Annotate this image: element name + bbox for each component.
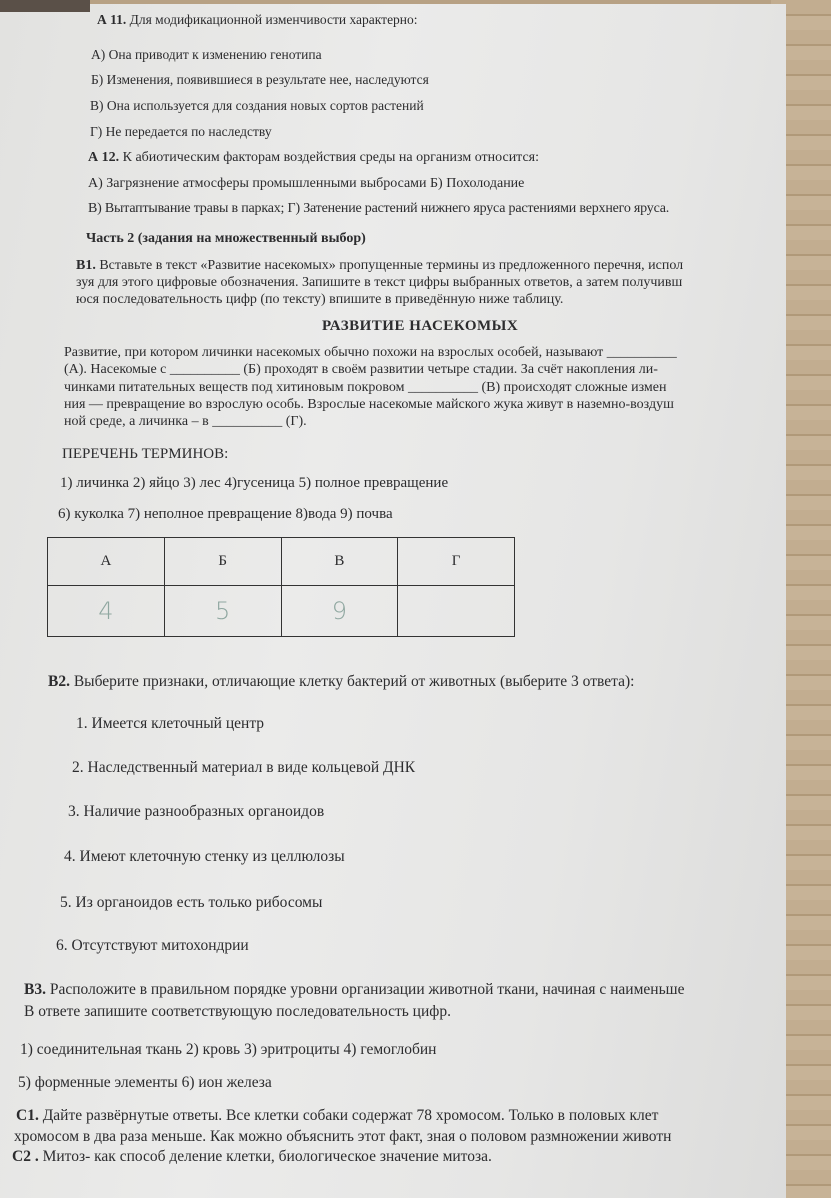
answer-cell-g[interactable] xyxy=(398,586,515,637)
table-header-v: В xyxy=(281,538,398,586)
a12-question: А 12. К абиотическим факторам воздействия среды на организм относится: xyxy=(88,150,540,165)
b2-item-4: 4. Имеют клеточную стенку из целлюлозы xyxy=(64,848,345,865)
b1-text-line5: ной среде, а личинка – в __________ (Г). xyxy=(64,414,307,429)
b1-text-line2: (А). Насекомые с __________ (Б) проходят в своём развитии четыре стадии. За счёт накопления ли- xyxy=(64,362,658,377)
b2-item-3: 3. Наличие разнообразных органоидов xyxy=(68,803,325,820)
a11-option-c: В) Она используется для создания новых сортов растений xyxy=(90,98,424,113)
c1-line1: С1. Дайте развёрнутые ответы. Все клетки собаки содержат 78 хромосом. Только в половых клет xyxy=(16,1107,659,1124)
c2-line: С2 . Митоз- как способ деление клетки, биологическое значение митоза. xyxy=(12,1148,492,1165)
b1-text-line1: Развитие, при котором личинки насекомых обычно похожи на взрослых особей, называют __________ xyxy=(64,345,677,360)
terms-line1: 1) личинка 2) яйцо 3) лес 4)гусеница 5) полное превращение xyxy=(60,475,449,491)
b2-item-1: 1. Имеется клеточный центр xyxy=(76,715,265,732)
part2-heading: Часть 2 (задания на множественный выбор) xyxy=(86,231,366,246)
b2-item-6: 6. Отсутствуют митохондрии xyxy=(56,937,249,954)
b3-question-line1: В3. Расположите в правильном порядке уровни организации животной ткани, начиная с наименьше xyxy=(24,981,685,998)
b1-text-line4: ния — превращение во взрослую особь. Взрослые насекомые майского жука живут в наземно-воздуш xyxy=(64,397,674,412)
a11-option-d: Г) Не передается по наследству xyxy=(90,124,272,139)
b2-item-2: 2. Наследственный материал в виде кольцевой ДНК xyxy=(72,759,416,776)
b1-text-title: РАЗВИТИЕ НАСЕКОМЫХ xyxy=(322,318,519,334)
table-header-b: Б xyxy=(164,538,281,586)
b1-answer-table xyxy=(47,537,515,637)
answer-cell-b[interactable]: 5 xyxy=(164,586,281,637)
table-header-g: Г xyxy=(398,538,515,586)
answer-cell-a[interactable]: 4 xyxy=(48,586,165,637)
b1-instruction-line3: юся последовательность цифр (по тексту) впишите в приведённую ниже таблицу. xyxy=(76,292,564,307)
table-header-a: А xyxy=(48,538,165,586)
b2-question: В2. Выберите признаки, отличающие клетку бактерий от животных (выберите 3 ответа): xyxy=(48,673,635,690)
b1-instruction-line1: В1. Вставьте в текст «Развитие насекомых» пропущенные термины из предложенного перечня, испол xyxy=(76,258,684,273)
terms-line2: 6) куколка 7) неполное превращение 8)вода 9) почва xyxy=(58,506,393,522)
a11-option-a: А) Она приводит к изменению генотипа xyxy=(91,47,322,62)
answer-cell-v[interactable]: 9 xyxy=(281,586,398,637)
c1-line2: хромосом в два раза меньше. Как можно объяснить этот факт, зная о половом размножении животн xyxy=(14,1128,672,1145)
b3-question-line2: В ответе запишите соответствующую последовательность цифр. xyxy=(24,1003,451,1020)
a11-question: А 11. Для модификационной изменчивости характерно: xyxy=(97,12,418,27)
b1-text-line3: чинками питательных веществ под хитиновым покровом __________ (В) происходят сложные измен xyxy=(64,380,667,395)
a12-options-line2: В) Вытаптывание травы в парках; Г) Затенение растений нижнего яруса растениями верхнего яруса. xyxy=(88,201,670,216)
a12-options-line1: А) Загрязнение атмосферы промышленными выбросами Б) Похолодание xyxy=(88,176,525,191)
b2-item-5: 5. Из органоидов есть только рибосомы xyxy=(60,894,323,911)
dark-corner xyxy=(0,0,90,12)
b1-instruction-line2: зуя для этого цифровые обозначения. Запишите в текст цифры выбранных ответов, а затем получивш xyxy=(76,275,683,290)
b3-options-line1: 1) соединительная ткань 2) кровь 3) эритроциты 4) гемоглобин xyxy=(20,1041,437,1058)
b3-options-line2: 5) форменные элементы 6) ион железа xyxy=(18,1074,272,1091)
terms-heading: ПЕРЕЧЕНЬ ТЕРМИНОВ: xyxy=(62,446,229,462)
a11-option-b: Б) Изменения, появившиеся в результате нее, наследуются xyxy=(91,72,429,87)
